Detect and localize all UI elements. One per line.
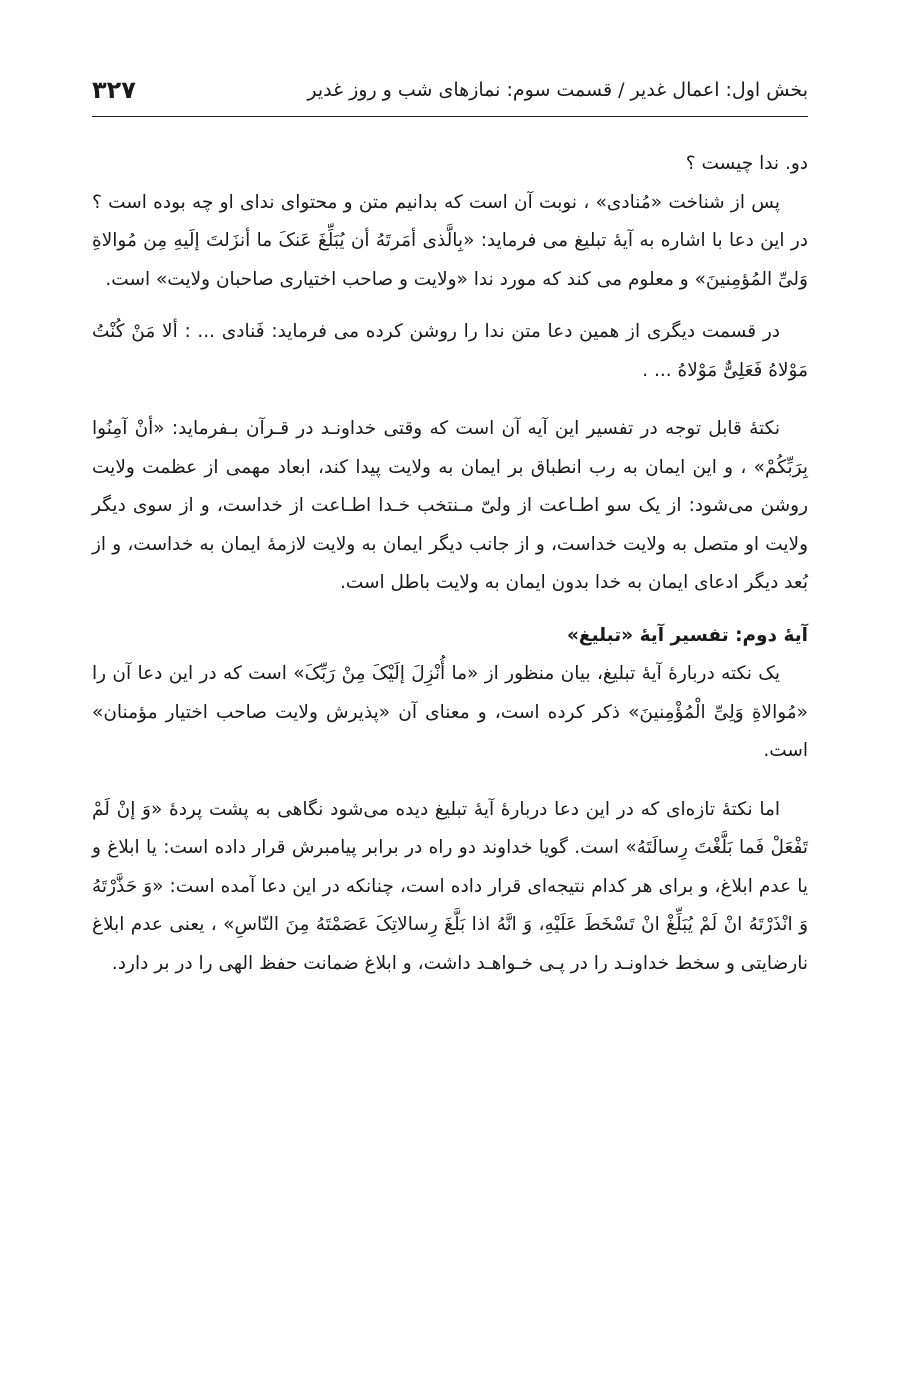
section-heading: دو. ندا چیست ؟ bbox=[685, 153, 808, 174]
book-page bbox=[92, 0, 808, 1390]
paragraph: پس از شناخت «مُنادی» ، نوبت آن است که بدانیم متن و محتوای ندای او چه بوده است ؟ در این دعا با اشاره به آیهٔ تبلیغ می فرماید: «بِالَّذی أمَرتَهُ أن یُبَلِّغَ عَنکَ ما أنزَلتَ إلَیهِ مِن مُوالاةِ وَلیِّ المُؤمِنینَ» و معلوم می کند که مورد ندا «ولایت و صاحب اختیاری صاحبان ولایت» است. bbox=[92, 191, 808, 290]
running-title: بخش اول: اعمال غدیر / قسمت سوم: نمازهای شب و روز غدیر bbox=[307, 79, 808, 101]
paragraph: در قسمت دیگری از همین دعا متن ندا را روشن کرده می فرماید: فَنادی ... : ألا مَنْ کُنْتُ مَوْلاهُ فَعَلِیٌّ مَوْلاهُ ... . bbox=[92, 321, 808, 381]
page-body bbox=[92, 145, 808, 983]
paragraph: یک نکته دربارهٔ آیهٔ تبلیغ، بیان منظور از «ما أُنْزِلَ إلَیْکَ مِنْ رَبِّکَ» است که در این دعا آن را «مُوالاةِ وَلِیِّ الْمُؤْمِنینَ» ذکر کرده است، و معنای آن «پذیرش ولایت صاحب اختیار مؤمنان» است. bbox=[92, 663, 808, 761]
paragraph: اما نکتهٔ تازه‌ای که در این دعا دربارهٔ آیهٔ تبلیغ دیده می‌شود نگاهی به پشت پردهٔ «وَ إنْ لَمْ تَفْعَلْ فَما بَلَّغْتَ رِسالَتَهُ» است. گویا خداوند دو راه در برابر پیامبرش قرار داده است: یا ابلاغ و یا عدم ابلاغ، و برای هر کدام نتیجه‌ای قرار داده است، چنانکه در این دعا آمده است: «وَ حَذَّرْتَهُ وَ انْذَرْتَهُ انْ لَمْ یُبَلِّغْ انْ تَسْخَطَ عَلَیْهِ، وَ انَّهُ اذا بَلَّغَ رِسالاتِکَ عَصَمْتَهُ مِنَ النّاسِ» ، یعنی عدم ابلاغ نارضایتی و سخط خداونـد را در پـی خـواهـد داشت، و ابلاغ ضمانت حفظ الهی را در بر دارد. bbox=[92, 798, 808, 974]
subsection-heading: آیهٔ دوم: تفسیر آیهٔ «تبلیغ» bbox=[566, 624, 808, 646]
page-number: ۳۲۷ bbox=[92, 76, 136, 104]
paragraph: نکتهٔ قابل توجه در تفسیر این آیه آن است که وقتی خداونـد در قـرآن بـفرماید: «أنْ آمِنُوا بِرَبِّکُمْ» ، و این ایمان به رب انطباق بر ایمان به ولایت پیدا کند، ابعاد مهمی از عظمت ولایت روشن می‌شود: از یک سو اطـاعت از ولیّ مـنتخب خـدا اطـاعت از خداست، و از سوی دیگر ولایت او متصل به ولایت خداست، و از جانب دیگر ایمان به ولایت لازمهٔ ایمان به خداست، و از بُعد دیگر ادعای ایمان به خدا بدون ایمان به ولایت باطل است. bbox=[92, 418, 808, 593]
header-divider bbox=[92, 116, 808, 117]
running-header bbox=[92, 70, 808, 110]
